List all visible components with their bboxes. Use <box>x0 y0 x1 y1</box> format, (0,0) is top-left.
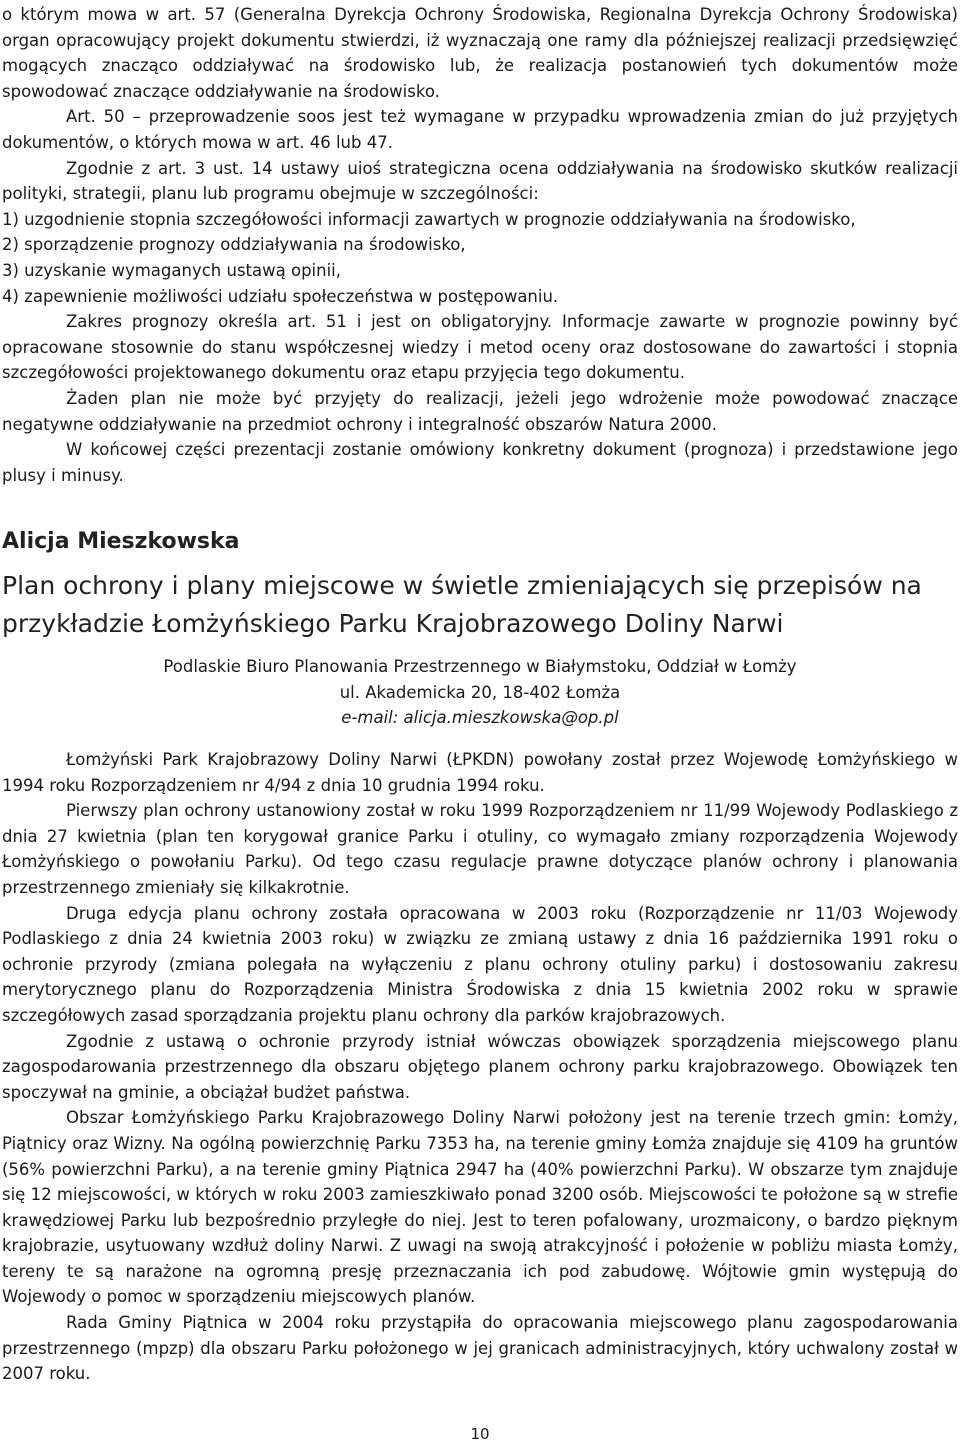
top-section <box>2 2 958 488</box>
email: e-mail: alicja.mieszkowska@op.pl <box>341 708 619 728</box>
address: ul. Akademicka 20, 18-402 Łomża <box>339 682 621 702</box>
paragraph: Zakres prognozy określa art. 51 i jest on obligatoryjny. Informacje zawarte w prognozie powinny być opracowane stosownie do stanu współczesnej wiedzy i metod oceny oraz dostosowane do zawartości i stopnia szczegółowości projektowanego dokumentu oraz etapu przyjęcia tego dokumentu. <box>2 312 958 383</box>
paragraph: W końcowej części prezentacji zostanie omówiony konkretny dokument (prognoza) i przedstawione jego plusy i minusy. <box>2 440 958 485</box>
paragraph: o którym mowa w art. 57 (Generalna Dyrekcja Ochrony Środowiska, Regionalna Dyrekcja Ochrony Środowiska) organ opracowujący projekt dokumentu stwierdzi, iż wyznaczają one ramy dla późniejszej realizacji przedsięwzięć mogących znacząco oddziaływać na środowisko lub, że realizacja postanowień tych dokumentów może spowodować znaczące oddziaływanie na środowisko. <box>2 5 958 101</box>
list-item: 2) sporządzenie prognozy oddziaływania na środowisko, <box>2 235 466 255</box>
paragraph: Druga edycja planu ochrony została opracowana w 2003 roku (Rozporządzenie nr 11/03 Wojewody Podlaskiego z dnia 24 kwietnia 2003 roku) w związku ze zmianą ustawy z dnia 16 października 1991 roku o ochronie przyrody (zmiana polegała na wyłączeniu z planu ochrony otuliny parku) i dostosowaniu zakresu merytorycznego planu do Rozporządzenia Ministra Środowiska z dnia 15 kwietnia 2002 roku w sprawie szczegółowych zasad sporządzania projektu planu ochrony dla parków krajobrazowych. <box>2 903 958 1025</box>
paragraph: Obszar Łomżyńskiego Parku Krajobrazowego Doliny Narwi położony jest na terenie trzech gmin: Łomży, Piątnicy oraz Wizny. Na ogólną powierzchnię Parku 7353 ha, na terenie gminy Łomża znajduje się 4109 ha gruntów (56% powierzchni Parku), a na terenie gminy Piątnica 2947 ha (40% powierzchni Parku). W obszarze tym znajduje się 12 miejscowości, w których w roku 2003 zamieszkiwało ponad 3200 osób. Miejscowości te położone są w strefie krawędziowej Parku lub bezpośrednio przyległe do niej. Jest to teren pofalowany, urozmaicony, o bardzo pięknym krajobrazie, usytuowany wzdłuż doliny Narwi. Z uwagi na swoją atrakcyjność i położenie w pobliżu miasta Łomży, tereny te są narażone na ogromną presję przeznaczania ich pod zabudowę. Wójtowie gmin występują do Wojewody o pomoc w sporządzeniu miejscowych planów. <box>2 1108 958 1307</box>
paragraph: Rada Gminy Piątnica w 2004 roku przystąpiła do opracowania miejscowego planu zagospodarowania przestrzennego (mpzp) dla obszaru Parku położonego w jej granicach administracyjnych, który uchwalony został w 2007 roku. <box>2 1313 958 1384</box>
paragraph: Art. 50 – przeprowadzenie soos jest też wymagane w przypadku wprowadzenia zmian do już przyjętych dokumentów, o których mowa w art. 46 lub 47. <box>2 107 958 152</box>
paragraph: Zgodnie z art. 3 ust. 14 ustawy uioś strategiczna ocena oddziaływania na środowisko skutków realizacji polityki, strategii, planu lub programu obejmuje w szczególności: <box>2 158 958 204</box>
paragraph: Łomżyński Park Krajobrazowy Doliny Narwi (ŁPKDN) powołany został przez Wojewodę Łomżyńskiego w 1994 roku Rozporządzeniem nr 4/94 z dnia 10 grudnia 1994 roku. <box>2 750 958 795</box>
article-body <box>2 747 958 1387</box>
paragraph: Żaden plan nie może być przyjęty do realizacji, jeżeli jego wdrożenie może powodować znaczące negatywne oddziaływanie na przedmiot ochrony i integralność obszarów Natura 2000. <box>2 388 958 434</box>
affiliation: Podlaskie Biuro Planowania Przestrzennego w Białymstoku, Oddział w Łomży <box>163 657 797 676</box>
list-item: 3) uzyskanie wymaganych ustawą opinii, <box>2 260 342 280</box>
affiliation-block <box>0 654 960 731</box>
paragraph: Zgodnie z ustawą o ochronie przyrody istniał wówczas obowiązek sporządzenia miejscowego planu zagospodarowania przestrzennego dla obszaru objętego planem ochrony parku krajobrazowego. Obowiązek ten spoczywał na gminie, a obciążał budżet państwa. <box>2 1031 958 1102</box>
paragraph: Pierwszy plan ochrony ustanowiony został w roku 1999 Rozporządzeniem nr 11/99 Wojewody Podlaskiego z dnia 27 kwietnia (plan ten korygował granice Parku i otuliny, co wymagało zmiany rozporządzenia Wojewody Łomżyńskiego o powołaniu Parku). Od tego czasu regulacje prawne dotyczące planów ochrony i planowania przestrzennego zmieniały się kilkakrotnie. <box>2 801 958 897</box>
list-item: 4) zapewnienie możliwości udziału społeczeństwa w postępowaniu. <box>2 286 559 306</box>
list-item: 1) uzgodnienie stopnia szczegółowości informacji zawartych w prognozie oddziaływania na środowisko, <box>2 209 856 229</box>
page-number: 10 <box>470 1425 490 1443</box>
article-title: Plan ochrony i plany miejscowe w świetle zmieniających się przepisów na przykładzie Łomżyńskiego Parku Krajobrazowego Doliny Narwi <box>2 571 922 638</box>
article-author: Alicja Mieszkowska <box>2 529 240 554</box>
